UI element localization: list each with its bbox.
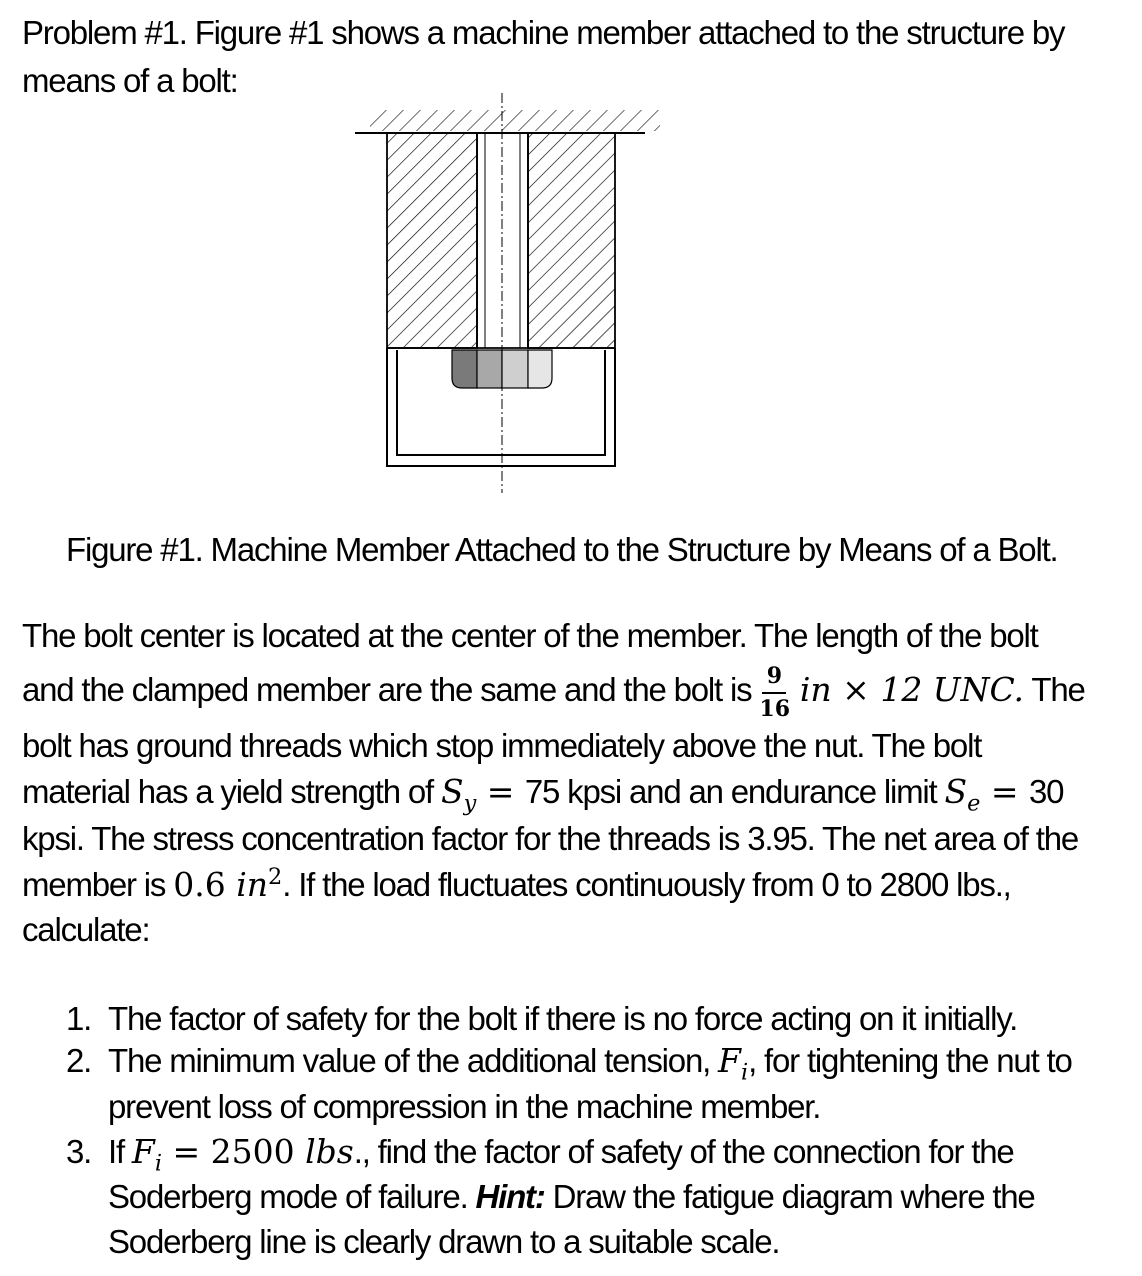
endurance-limit-symbol: S [944, 772, 968, 811]
yield-equals: = [476, 772, 525, 811]
initial-tension-subscript: i [740, 1059, 749, 1086]
body-line-5: kpsi. The stress concentration factor for the threads is 3.95. The net area of the [22, 820, 1079, 857]
body-line-6-text: member is [22, 866, 174, 903]
question-3-line-2 [108, 1180, 1035, 1213]
question-2-line-1 [108, 1041, 1072, 1086]
question-3-line-2-end: Draw the fatigue diagram where the [544, 1178, 1035, 1215]
question-3-line-1 [108, 1132, 1014, 1177]
fraction-denominator: 16 [759, 696, 791, 722]
figure-caption: Figure #1. Machine Member Attached to the Structure by Means of a Bolt. [66, 531, 1058, 568]
body-line-4 [22, 772, 1064, 817]
question-2-text-end: , for tightening the nut to [748, 1042, 1072, 1079]
body-line-2-end: The [1024, 671, 1085, 708]
structure-ground-hatch [355, 110, 660, 133]
member-left-section [387, 133, 477, 348]
question-3-number: 3. [66, 1133, 92, 1170]
yield-strength-subscript: y [463, 790, 477, 817]
thread-spec: in × 12 UNC. [789, 670, 1025, 709]
body-line-2-text: and the clamped member are the same and the bolt is [22, 671, 760, 708]
given-tension-value: = 2500 [162, 1132, 306, 1171]
member-right-section [528, 133, 615, 348]
body-line-6-end: . If the load fluctuates continuously from 0 to 2800 lbs., [282, 866, 1011, 903]
net-area-unit: in [236, 865, 268, 904]
question-1-number: 1. [66, 1000, 92, 1037]
body-line-1: The bolt center is located at the center of the member. The length of the bolt [22, 617, 1038, 654]
given-tension-unit: lbs [305, 1132, 354, 1171]
body-line-4-mid: 75 kpsi and an endurance limit [524, 773, 945, 810]
question-3-text: If [108, 1133, 132, 1170]
endurance-equals: = [980, 772, 1030, 811]
net-area-value: 0.6 [173, 865, 237, 904]
endurance-limit-subscript: e [967, 790, 981, 817]
fraction-numerator: 9 [766, 663, 783, 689]
problem-heading-line-2: means of a bolt: [22, 62, 238, 99]
net-area-exponent: 2 [268, 864, 283, 890]
bolted-joint-figure [340, 88, 670, 508]
body-line-4-text: material has a yield strength of [22, 773, 441, 810]
question-2-text: The minimum value of the additional tension, [108, 1042, 719, 1079]
given-tension-symbol: F [131, 1132, 155, 1171]
hint-label: Hint: [475, 1178, 545, 1215]
body-line-6 [22, 864, 1011, 904]
question-1-text: The factor of safety for the bolt if there is no force acting on it initially. [108, 1000, 1018, 1037]
question-3-line-3: Soderberg line is clearly drawn to a suitable scale. [108, 1223, 780, 1260]
question-2-number: 2. [66, 1042, 92, 1079]
problem-heading-line-1: Problem #1. Figure #1 shows a machine member attached to the structure by [22, 14, 1065, 51]
body-line-4-end: 30 [1029, 773, 1064, 810]
question-2-line-2: prevent loss of compression in the machine member. [108, 1088, 821, 1125]
body-line-2 [22, 663, 1085, 722]
given-tension-subscript: i [154, 1150, 162, 1177]
body-line-7: calculate: [22, 911, 150, 948]
initial-tension-symbol: F [718, 1041, 741, 1080]
yield-strength-symbol: S [440, 772, 464, 811]
bolt-size-fraction [759, 663, 791, 722]
question-3-line-2-text: Soderberg mode of failure. [108, 1178, 476, 1215]
question-3-text-end: ., find the factor of safety of the connection for the [353, 1133, 1014, 1170]
body-line-3: bolt has ground threads which stop immediately above the nut. The bolt [22, 727, 982, 764]
